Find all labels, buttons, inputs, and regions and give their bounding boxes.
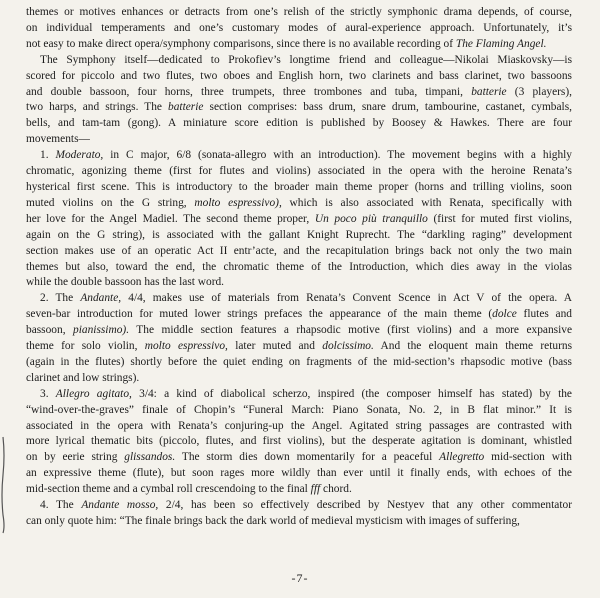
text-line [26,21,572,37]
text-line [26,291,572,307]
text-line [26,450,572,466]
italic-text: batterie [168,101,204,114]
paragraph [26,53,572,148]
text-run: 1. [40,149,56,162]
italic-text: fff [310,483,321,496]
text-line [26,403,572,419]
italic-text: batterie [471,85,507,98]
text-line [26,5,572,21]
text-run: (again in the flutes) shortly before the quiet ending on fragments of the mid-section’s rhapsodic motive (bass [26,355,572,368]
text-run: bassoon, [26,324,74,337]
text-run: The middle section features a rhapsodic motive (first violins) and a more expansive [129,324,572,337]
paragraph [26,291,572,386]
binding-edge-mark [0,435,6,535]
text-line [26,275,572,291]
text-line [26,148,572,164]
text-run: 3. [40,387,56,400]
italic-text: molto espressivo, [144,340,228,353]
text-run: mid-section with [484,451,572,464]
italic-text: Allegro agitato, [55,387,132,400]
text-line [26,371,572,387]
text-run: her love for the Angel Madiel. The second theme proper, [26,212,315,225]
paragraph [26,498,572,530]
text-line [26,355,572,371]
text-run: associated in the opera with Renata’s conjuring-up the Angel. Agitated string passages are contrasted with [26,419,572,432]
text-run: hysterical first scene. This is introductory to the broader main theme proper (horns and trilling violins, soon [26,180,572,193]
body-text [26,5,572,530]
italic-text: molto espressivo), [194,196,282,209]
text-line [26,387,572,403]
text-line [26,228,572,244]
text-line [26,132,572,148]
text-run: 2/4, has been so effectively described by Nestyev that any other commentator [158,499,572,512]
text-run: section makes use of an operatic Act II entr’acte, and the recapitulation brings back not only the two main [26,244,572,257]
text-run: 4. The [40,499,82,512]
text-run: later muted and [227,340,323,353]
text-run: theme for solo violin, [26,340,145,353]
paragraph [26,387,572,498]
text-run: 3/4: a kind of diabolical scherzo, inspired (the composer himself has stated) by the [131,387,572,400]
text-run: mid-section theme and a cymbal roll crescendoing to the final [26,483,311,496]
text-line [26,260,572,276]
text-run: The Symphony itself—dedicated to Prokofiev’s longtime friend and colleague—Nikolai Miaskovsky—is [40,53,572,66]
text-run: section comprises: bass drum, snare drum, tambourine, castanet, cymbals, [203,101,572,114]
italic-text: dolcissimo. [322,340,374,353]
text-run: 4/4, makes use of materials from Renata’s Convent Scence in Act V of the opera. A [121,292,572,305]
italic-text: dolce [492,308,517,321]
text-line [26,212,572,228]
italic-text: Allegretto [439,451,485,464]
text-run: muted violins on the G string, [26,196,195,209]
text-line [26,116,572,132]
text-line [26,419,572,435]
text-line [26,69,572,85]
italic-text: Un poco più tranquillo [314,212,428,225]
text-run: more lyrical thematic bits (piccolo, flutes, and first violins), but the desperate agitation is dominant, whistled [26,435,572,448]
text-line [26,307,572,323]
paragraph [26,5,572,53]
text-run: on individual temperaments and one’s customary modes of aural-experience approach. Unfortunately, it’s [26,21,572,34]
text-line [26,498,572,514]
italic-text: Andante, [80,292,122,305]
text-line [26,466,572,482]
text-line [26,85,572,101]
text-run: again on the G string), is associated with the gallant Knight Ruprecht. The “darkling raging” development [26,228,572,241]
text-run: (first for muted first violins, [427,212,572,225]
text-line [26,37,572,53]
text-line [26,323,572,339]
text-run: an expressive theme (flute), but soon rages more wildly than ever until it finally ends, with echoes of the [26,467,572,480]
text-run: “wind-over-the-graves” finale of Chopin’s “Funeral March: Piano Sonata, No. 2, in B flat minor.” It is [26,403,572,416]
italic-text: Andante mosso, [81,499,159,512]
text-run: while the double bassoon has the last word. [26,276,225,289]
text-line [26,244,572,260]
text-run: scored for piccolo and two flutes, two oboes and English horn, two clarinets and bass clarinet, two bassoons [26,69,572,82]
text-line [26,53,572,69]
italic-text: The Flaming Angel. [455,37,547,50]
text-line [26,100,572,116]
text-line [26,180,572,196]
text-run: and double bassoon, four horns, three trumpets, three trombones and tuba, timpani, [26,85,472,98]
text-line [26,434,572,450]
italic-text: Moderato, [55,149,104,162]
text-run: chord. [320,483,352,496]
page-number: -7- [291,571,309,585]
text-run: which is also associated with Renata, specifically with [281,196,572,209]
text-run: movements— [26,133,90,146]
text-line [26,196,572,212]
italic-text: pianissimo). [73,324,130,337]
italic-text: glissandos. [124,451,176,464]
text-run: not easy to make direct opera/symphony comparisons, since there is no available recording of [26,37,456,50]
text-run: flutes and [516,308,572,321]
text-run: seven-bar introduction for muted lower strings prefaces the appearance of the main theme ( [26,308,493,321]
text-run: And the eloquent main theme returns [373,340,572,353]
paragraph [26,148,572,291]
text-run: themes or motives enhances or detracts from one’s relish of the strictly symphonic drama depends, of course, [26,6,572,18]
text-run: clarinet and low strings). [26,371,140,384]
text-run: 2. The [40,292,81,305]
text-run: two harps, and strings. The [26,101,169,114]
text-run: chromatic, agonizing theme (first for flutes and violins) associated in the opera with the heroine Renata’s [26,165,572,178]
text-run: can only quote him: “The finale brings back the dark world of medieval mysticism with images of suffering, [26,515,520,527]
text-run: on by eerie string [26,451,125,464]
text-line [26,339,572,355]
text-run: The storm dies down momentarily for a peaceful [175,451,440,464]
text-line [26,482,572,498]
text-run: themes but also, toward the end, the chromatic theme of the Introduction, which dies away in the violas [26,260,572,273]
text-run: bells, and tam-tam (gong). A miniature score edition is published by Boosey & Hawkes. There are four [26,117,572,130]
text-line [26,514,572,530]
text-run: (3 players), [506,85,572,98]
text-run: in C major, 6/8 (sonata-allegro with an introduction). The movement begins with a highly [103,149,572,162]
text-line [26,164,572,180]
